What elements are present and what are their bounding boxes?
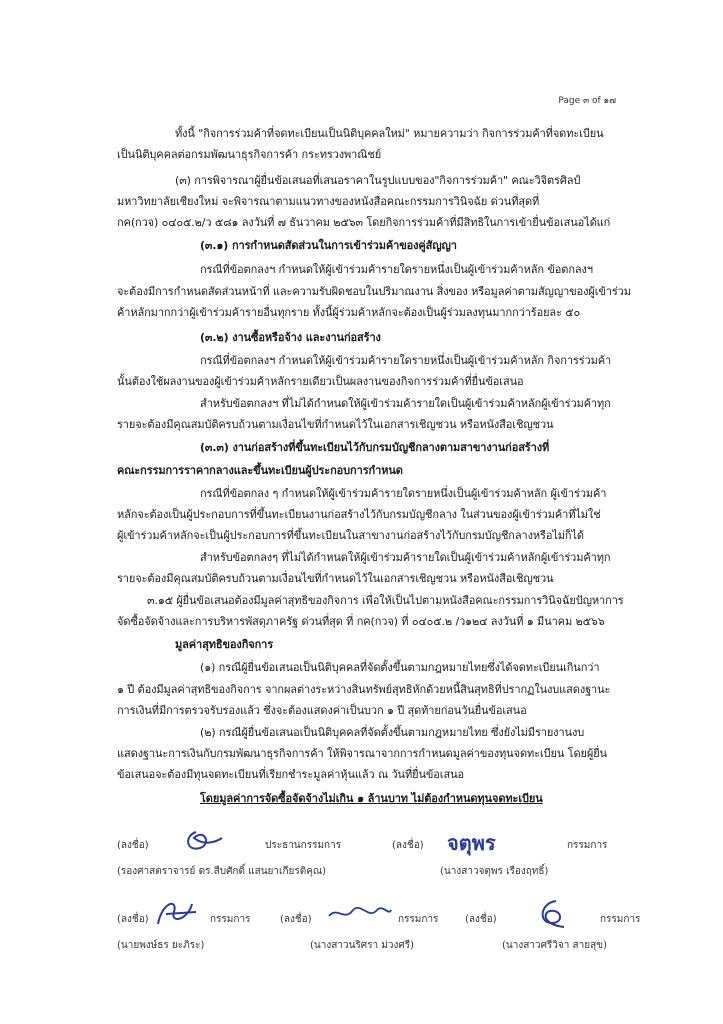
text-line: จัดซื้อจัดจ้างและการบริหารพัสดุภาครัฐ ด่วนที่สุด ที่ กค(กวจ) ที่ ๐๔๐๕.๒ /ว๑๒๔ ลงวันที่ ๑ มีนาคม ๒๕๖๖: [117, 615, 605, 628]
text-line: ผู้เข้าร่วมค้าหลักจะเป็นผู้ประกอบการที่ขึ้นทะเบียนในสาขางานก่อสร้างไว้กับกรมบัญชีกลางหรือไม่ก็ได้: [117, 529, 584, 542]
text-line: ทั้งนี้ "กิจการร่วมค้าที่จดทะเบียนเป็นนิติบุคคลใหม่" หมายความว่า กิจการร่วมค้าที่จดทะเบียน: [175, 127, 604, 140]
text-line: (๒) กรณีผู้ยื่นข้อเสนอเป็นนิติบุคคลที่จัดตั้งขึ้นตามกฎหมายไทย ซึ่งยังไม่มีรายงานงบ: [200, 726, 585, 739]
text-line: กรณีที่ข้อตกลงฯ กำหนดให้ผู้เข้าร่วมค้ารายใดรายหนึ่งเป็นผู้เข้าร่วมค้าหลัก ข้อตกลงฯ: [200, 263, 593, 276]
text-line: สำหรับข้อตกลงๆ ที่ไม่ได้กำหนดให้ผู้เข้าร่วมค้ารายใดเป็นผู้เข้าร่วมค้าหลักผู้เข้าร่วมค้าทุก: [200, 551, 611, 564]
sign-label: (ลงชื่อ): [280, 914, 312, 925]
text-line: รายจะต้องมีคุณสมบัติครบถ้วนตามเงื่อนไขที่กำหนดไว้ในเอกสารเชิญชวน หรือหนังสือเชิญชวน: [117, 572, 554, 585]
sign-label: (ลงชื่อ): [465, 914, 497, 925]
member-role: กรรมการ: [398, 914, 439, 925]
signature-mark: [148, 890, 203, 935]
member1-name: (นางสาวจตุพร เรืองฤทธิ์): [440, 866, 549, 877]
member-role: กรรมการ: [600, 914, 641, 925]
sign-label: (ลงชื่อ): [392, 840, 424, 851]
signature-handwriting: จตุพร: [447, 831, 496, 855]
section-heading: (๓.๓) งานก่อสร้างที่ขึ้นทะเบียนไว้กับกรมบัญชีกลางตามสาขางานก่อสร้างที่: [200, 441, 550, 454]
sign-label: (ลงชื่อ): [117, 840, 149, 851]
text-line: นั้นต้องใช้ผลงานของผู้เข้าร่วมค้าหลักรายเดียวเป็นผลงานของกิจการร่วมค้าที่ยื่นข้อเสนอ: [117, 375, 524, 388]
member3-name: (นางสาวนริศรา ม่วงศรี): [310, 940, 414, 951]
text-line: กค(กวจ) ๐๔๐๕.๒/ว ๕๘๑ ลงวันที่ ๗ ธันวาคม ๒๕๖๓ โดยกิจการร่วมค้าที่มีสิทธิในการเข้ายื่นข้อเสนอได้แก่: [117, 216, 611, 229]
member2-name: (นายพงษ์ธร ยะภิระ): [117, 940, 205, 951]
section-heading: มูลค่าสุทธิของกิจการ: [175, 638, 274, 651]
text-line: ๑ ปี ต้องมีมูลค่าสุทธิของกิจการ จากผลต่างระหว่างสินทรัพย์สุทธิหักด้วยหนี้สินสุทธิที่ปรากฏในงบแสดงฐานะ: [117, 683, 611, 696]
page-number: Page ๓ of ๑๗: [558, 96, 616, 106]
signature-mark: [325, 898, 395, 928]
text-line: กรณีที่ข้อตกลง ๆ กำหนดให้ผู้เข้าร่วมค้ารายใดรายหนึ่งเป็นผู้เข้าร่วมค้าหลัก ผู้เข้าร่วมค้า: [200, 487, 607, 500]
signature-mark: [528, 893, 573, 933]
underlined-note: โดยมูลค่าการจัดซื้อจัดจ้างไม่เกิน ๑ ล้านบาท ไม่ต้องกำหนดทุนจดทะเบียน: [200, 792, 543, 805]
text-line: สำหรับข้อตกลงฯ ที่ไม่ได้กำหนดให้ผู้เข้าร่วมค้ารายใดเป็นผู้เข้าร่วมค้าหลักผู้เข้าร่วมค้าทุก: [200, 397, 611, 410]
text-line: หลักจะต้องเป็นผู้ประกอบการที่ขึ้นทะเบียนงานก่อสร้างไว้กับกรมบัญชีกลาง ในส่วนของผู้เข้าร่วมค้าที่ไม่ใช่: [117, 508, 601, 521]
member4-name: (นางสาวศรีวิจา สายสุข): [502, 940, 607, 951]
chair-role: ประธานกรรมการ: [265, 840, 342, 851]
text-line: กรณีที่ข้อตกลงฯ กำหนดให้ผู้เข้าร่วมค้ารายใดรายหนึ่งเป็นผู้เข้าร่วมค้าหลัก กิจการร่วมค้า: [200, 354, 612, 367]
text-line: (๓) การพิจารณาผู้ยื่นข้อเสนอที่เสนอราคาในรูปแบบของ"กิจการร่วมค้า" คณะวิจิตรศิลป์: [175, 174, 581, 187]
text-line: แสดงฐานะการเงินกับกรมพัฒนาธุรกิจการค้า ให้พิจารณาจากการกำหนดมูลค่าของทุนจดทะเบียน โดยผู้ยื่น: [117, 747, 607, 760]
text-line: ๓.๑๕ ผู้ยื่นข้อเสนอต้องมีมูลค่าสุทธิของกิจการ เพื่อให้เป็นไปตามหนังสือคณะกรรมการวินิจฉัยปัญหาการ: [147, 594, 624, 607]
text-line: มหาวิทยาลัยเชียงใหม่ จะพิจารณาตามแนวทางของหนังสือคณะกรรมการวินิจฉัย ด่วนที่สุดที่: [117, 195, 540, 208]
sign-label: (ลงชื่อ): [117, 914, 149, 925]
text-line: จะต้องมีการกำหนดสัดส่วนหน้าที่ และความรับผิดชอบในปริมาณงาน สิ่งของ หรือมูลค่าตามสัญญาของผู้เข้าร่วม: [117, 285, 631, 298]
member-role: กรรมการ: [210, 914, 251, 925]
text-line: ข้อเสนอจะต้องมีทุนจดทะเบียนที่เรียกชำระมูลค่าหุ้นแล้ว ณ วันที่ยื่นข้อเสนอ: [117, 768, 465, 781]
text-line: รายจะต้องมีคุณสมบัติครบถ้วนตามเงื่อนไขที่กำหนดไว้ในเอกสารเชิญชวน หรือหนังสือเชิญชวน: [117, 418, 554, 431]
text-line: (๑) กรณีผู้ยื่นข้อเสนอเป็นนิติบุคคลที่จัดตั้งขึ้นตามกฎหมายไทยซึ่งได้จดทะเบียนเกินกว่า: [200, 661, 600, 674]
member-role: กรรมการ: [567, 840, 608, 851]
chair-name: (รองศาสตราจารย์ ดร.สืบศักดิ์ แสนยาเกียรติคุณ): [117, 866, 327, 877]
section-heading: คณะกรรมการราคากลางและขึ้นทะเบียนผู้ประกอบการกำหนด: [117, 464, 403, 477]
section-heading: (๓.๑) การกำหนดสัดส่วนในการเข้าร่วมค้าของคู่สัญญา: [200, 239, 457, 252]
section-heading: (๓.๒) งานซื้อหรือจ้าง และงานก่อสร้าง: [200, 331, 381, 344]
text-line: เป็นนิติบุคคลต่อกรมพัฒนาธุรกิจการค้า กระทรวงพาณิชย์: [117, 148, 382, 161]
text-line: การเงินที่มีการตรวจรับรองแล้ว ซึ่งจะต้องแสดงค่าเป็นบวก ๑ ปี สุดท้ายก่อนวันยื่นข้อเสนอ: [117, 704, 527, 717]
signature-mark: [178, 818, 238, 863]
text-line: ค้าหลักมากกว่าผู้เข้าร่วมค้ารายอื่นทุกราย ทั้งนี้ผู้ร่วมค้าหลักจะต้องเป็นผู้ร่วมลงทุนมากกว่าร้อยละ ๕๐: [117, 306, 581, 319]
